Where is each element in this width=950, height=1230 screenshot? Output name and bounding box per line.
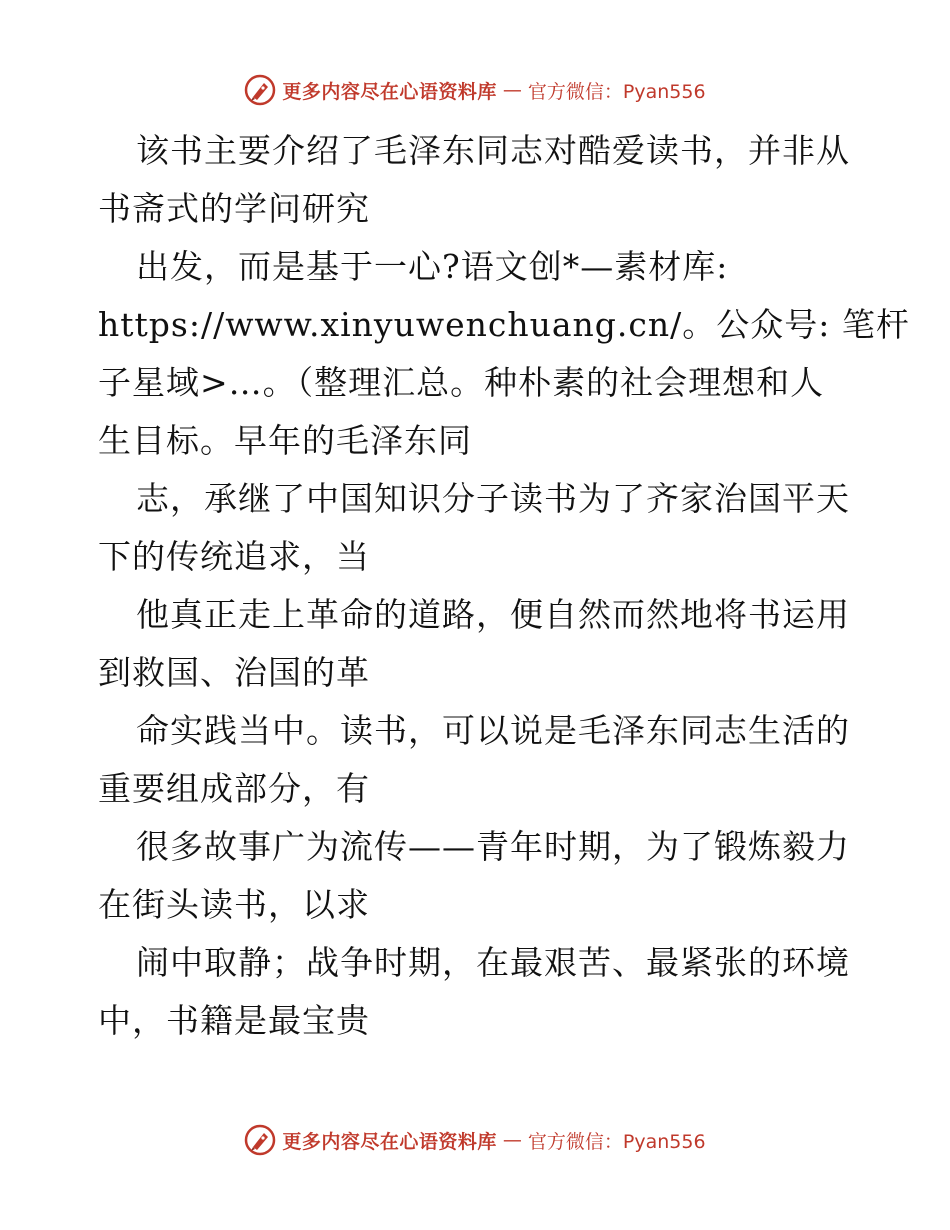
body-line: 中，书籍是最宝贵 bbox=[98, 1001, 370, 1040]
header-banner-content bbox=[244, 74, 705, 106]
body-line: 子星域>…。（整理汇总。种朴素的社会理想和人 bbox=[98, 363, 825, 402]
footer-banner-wechat: 官方微信：Pyan556 bbox=[527, 1130, 706, 1153]
body-line: 很多故事广为流传——青年时期，为了锻炼毅力 bbox=[136, 827, 850, 866]
pen-nib-logo-icon bbox=[244, 1124, 276, 1156]
body-line: https://www.xinyuwenchuang.cn/。公众号: 笔杆 bbox=[98, 305, 910, 344]
document-body bbox=[98, 122, 910, 1050]
footer-banner-content bbox=[244, 1124, 705, 1156]
body-line: 出发，而是基于一心?语文创*—素材库: bbox=[136, 247, 729, 286]
body-line: 到救国、治国的革 bbox=[98, 653, 370, 692]
header-banner-text: 更多内容尽在心语资料库 bbox=[282, 80, 497, 103]
body-line: 他真正走上革命的道路，便自然而然地将书运用 bbox=[136, 595, 850, 634]
page-header-banner bbox=[0, 70, 950, 110]
page-footer-banner bbox=[0, 1120, 950, 1160]
footer-banner-text: 更多内容尽在心语资料库 bbox=[282, 1130, 497, 1153]
footer-banner-separator: — bbox=[502, 1129, 522, 1151]
body-line: 命实践当中。读书，可以说是毛泽东同志生活的 bbox=[136, 711, 850, 750]
pen-nib-logo-icon bbox=[244, 74, 276, 106]
body-line: 生目标。早年的毛泽东同 bbox=[98, 421, 472, 460]
header-banner-separator: — bbox=[502, 79, 522, 101]
body-line: 在街头读书，以求 bbox=[98, 885, 370, 924]
header-banner-wechat: 官方微信：Pyan556 bbox=[527, 80, 706, 103]
body-line: 志，承继了中国知识分子读书为了齐家治国平天 bbox=[136, 479, 850, 518]
body-line: 下的传统追求，当 bbox=[98, 537, 370, 576]
body-line: 闹中取静；战争时期，在最艰苦、最紧张的环境 bbox=[136, 943, 850, 982]
body-line: 该书主要介绍了毛泽东同志对酷爱读书，并非从 bbox=[136, 131, 850, 170]
body-line: 书斋式的学问研究 bbox=[98, 189, 370, 228]
body-line: 重要组成部分，有 bbox=[98, 769, 370, 808]
